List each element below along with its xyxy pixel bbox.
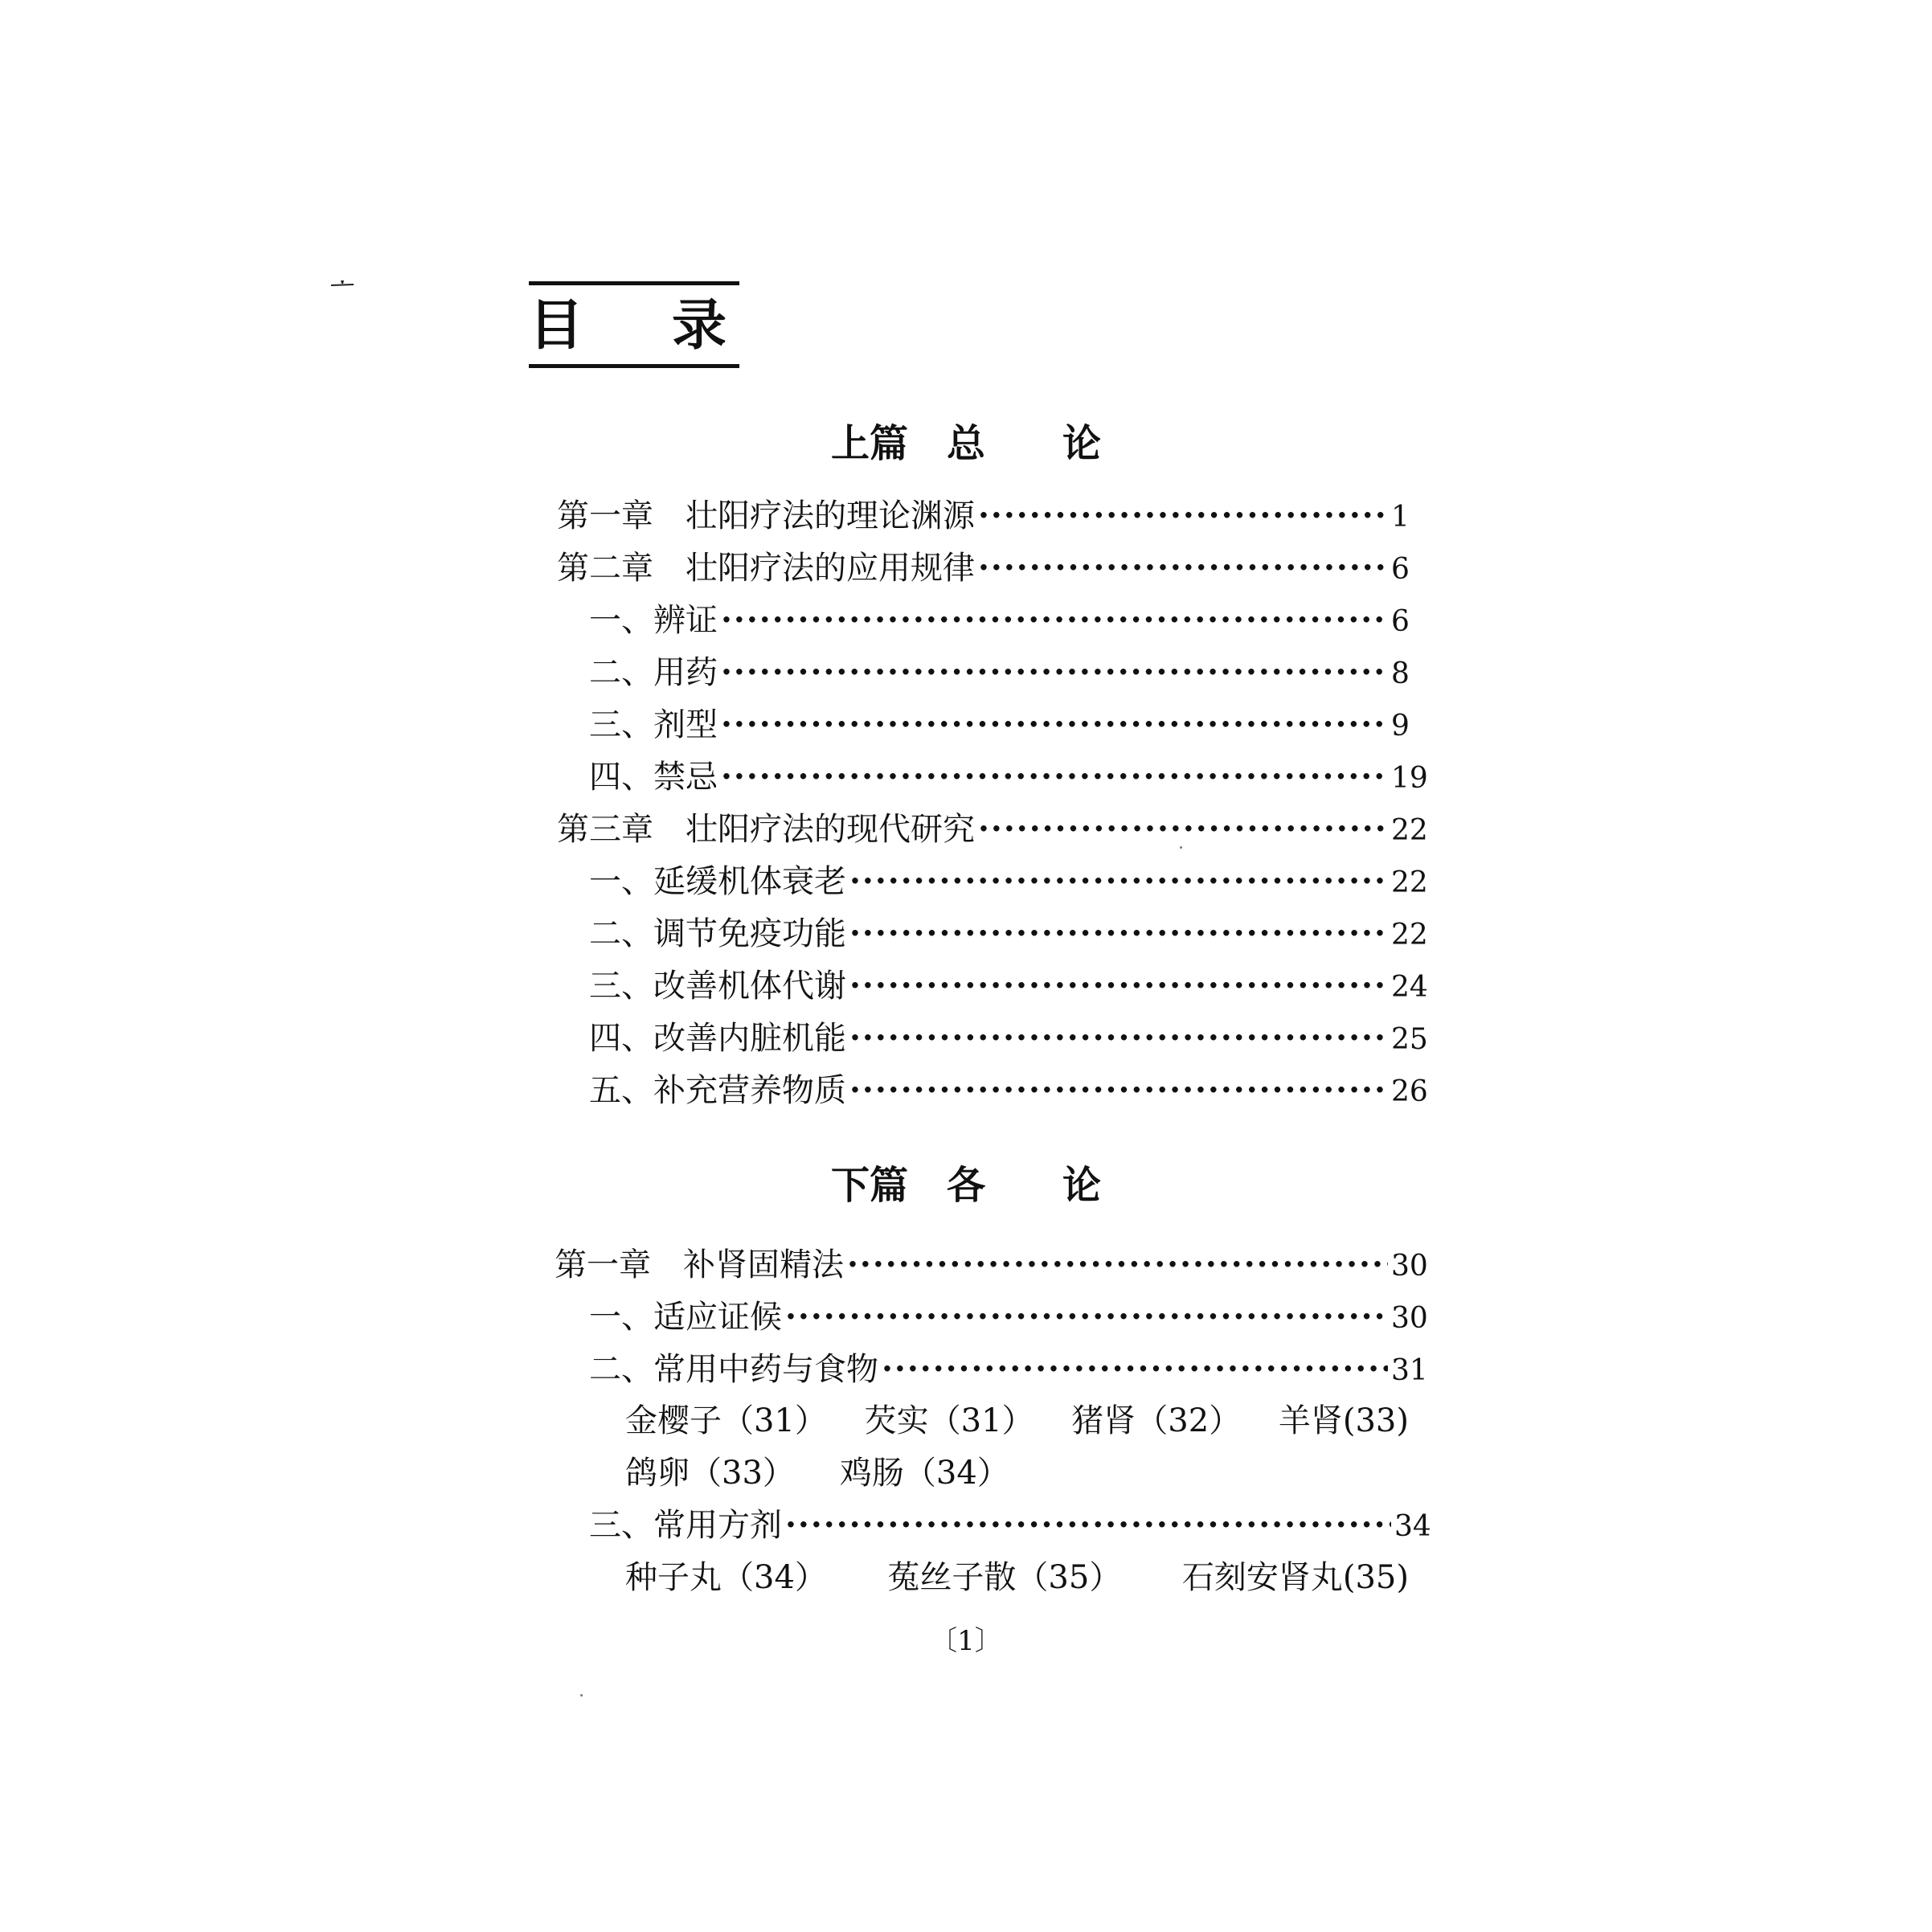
toc-entry-page: 30 [1391, 1250, 1428, 1283]
dot-leader [721, 596, 1388, 645]
toc-entry-page: 26 [1391, 1075, 1428, 1108]
toc-entry-label: 一、辨证 [589, 602, 718, 639]
formula-item: 石刻安肾丸(35) [1181, 1559, 1409, 1596]
toc-entry-label: 四、禁忌 [589, 759, 718, 796]
herb-item: 鸡肠（34） [839, 1455, 1009, 1492]
herb-list-line [625, 1397, 1409, 1445]
toc-entry [557, 805, 1428, 853]
toc-entry-label: 二、用药 [589, 654, 718, 691]
herb-item: 鸽卵（33） [625, 1455, 795, 1492]
toc-entry-label: 第一章 壮阳疗法的理论渊源 [557, 497, 975, 534]
toc-entry [589, 910, 1428, 958]
toc-entry-page: 22 [1391, 919, 1428, 952]
toc-entry [589, 596, 1409, 645]
toc-entry-label: 三、常用方剂 [589, 1507, 782, 1544]
stray-ink-mark [331, 280, 354, 286]
toc-entry-page: 19 [1391, 762, 1428, 795]
page-folio: 〔1〕 [930, 1625, 1002, 1657]
toc-title-box [529, 281, 816, 368]
formula-list-line [625, 1553, 1409, 1602]
toc-entry-label: 一、延缓机体衰老 [589, 863, 846, 900]
toc-entry-label: 二、调节免疫功能 [589, 915, 846, 952]
toc-entry [555, 1241, 1428, 1289]
toc-entry [589, 1345, 1428, 1394]
dot-leader [849, 1066, 1388, 1115]
dot-leader [721, 753, 1388, 801]
formula-item: 种子丸（34） [625, 1559, 827, 1596]
toc-entry-page: 6 [1391, 605, 1410, 638]
toc-entry-page: 1 [1391, 501, 1410, 534]
toc-entry-label: 第二章 壮阳疗法的应用规律 [557, 550, 975, 587]
dot-leader [978, 492, 1388, 540]
toc-entry-label: 五、补充营养物质 [589, 1072, 846, 1109]
dot-leader [721, 701, 1388, 749]
toc-entry [589, 858, 1428, 906]
toc-entry [589, 753, 1428, 801]
dot-leader [847, 1241, 1388, 1289]
herb-item: 羊肾(33) [1278, 1402, 1409, 1439]
toc-entry [557, 492, 1409, 540]
toc-entry-page: 30 [1391, 1302, 1428, 1335]
herb-list-line [625, 1449, 1409, 1497]
formula-item: 菟丝子散（35） [887, 1559, 1122, 1596]
toc-entry [557, 544, 1409, 592]
toc-entry-label: 一、适应证候 [589, 1299, 782, 1336]
toc-entry [589, 1293, 1428, 1341]
toc-entry-page: 22 [1391, 866, 1428, 899]
scan-speck [580, 1694, 583, 1697]
toc-entry-page: 34 [1394, 1510, 1431, 1543]
toc-entry-label: 三、改善机体代谢 [589, 968, 846, 1005]
dot-leader [882, 1345, 1388, 1394]
toc-entry-page: 25 [1391, 1023, 1428, 1056]
toc-entry-label: 第一章 补肾固精法 [555, 1246, 844, 1283]
toc-entry-label: 二、常用中药与食物 [589, 1351, 878, 1388]
dot-leader [849, 962, 1388, 1010]
toc-entry [589, 962, 1428, 1010]
dot-leader [721, 649, 1388, 697]
toc-entry-label: 第三章 壮阳疗法的现代研究 [557, 811, 975, 848]
toc-entry-label: 三、剂型 [589, 706, 718, 743]
toc-entry [589, 1501, 1431, 1549]
dot-leader [785, 1501, 1391, 1549]
dot-leader [849, 1014, 1388, 1062]
toc-entry-label: 四、改善内脏机能 [589, 1020, 846, 1057]
toc-entry [589, 1066, 1428, 1115]
dot-leader [849, 910, 1388, 958]
toc-entry-page: 24 [1391, 971, 1428, 1004]
herb-item: 金樱子（31） [625, 1402, 827, 1439]
part-one-heading: 上篇 总 论 [830, 421, 1101, 466]
toc-entry-page: 8 [1391, 657, 1410, 690]
toc-entry [589, 649, 1409, 697]
dot-leader [785, 1293, 1388, 1341]
page-title: 目录 [529, 294, 816, 358]
scan-speck [1180, 846, 1182, 849]
herb-item: 猪肾（32） [1071, 1402, 1242, 1439]
toc-entry-page: 31 [1391, 1354, 1428, 1387]
toc-entry [589, 701, 1409, 749]
dot-leader [978, 805, 1388, 853]
toc-entry [589, 1014, 1428, 1062]
part-two-heading: 下篇 各 论 [830, 1163, 1101, 1208]
toc-entry-page: 6 [1391, 553, 1410, 586]
herb-item: 芡实（31） [864, 1402, 1034, 1439]
dot-leader [978, 544, 1388, 592]
toc-entry-page: 22 [1391, 814, 1428, 847]
toc-entry-page: 9 [1391, 710, 1410, 743]
dot-leader [849, 858, 1388, 906]
